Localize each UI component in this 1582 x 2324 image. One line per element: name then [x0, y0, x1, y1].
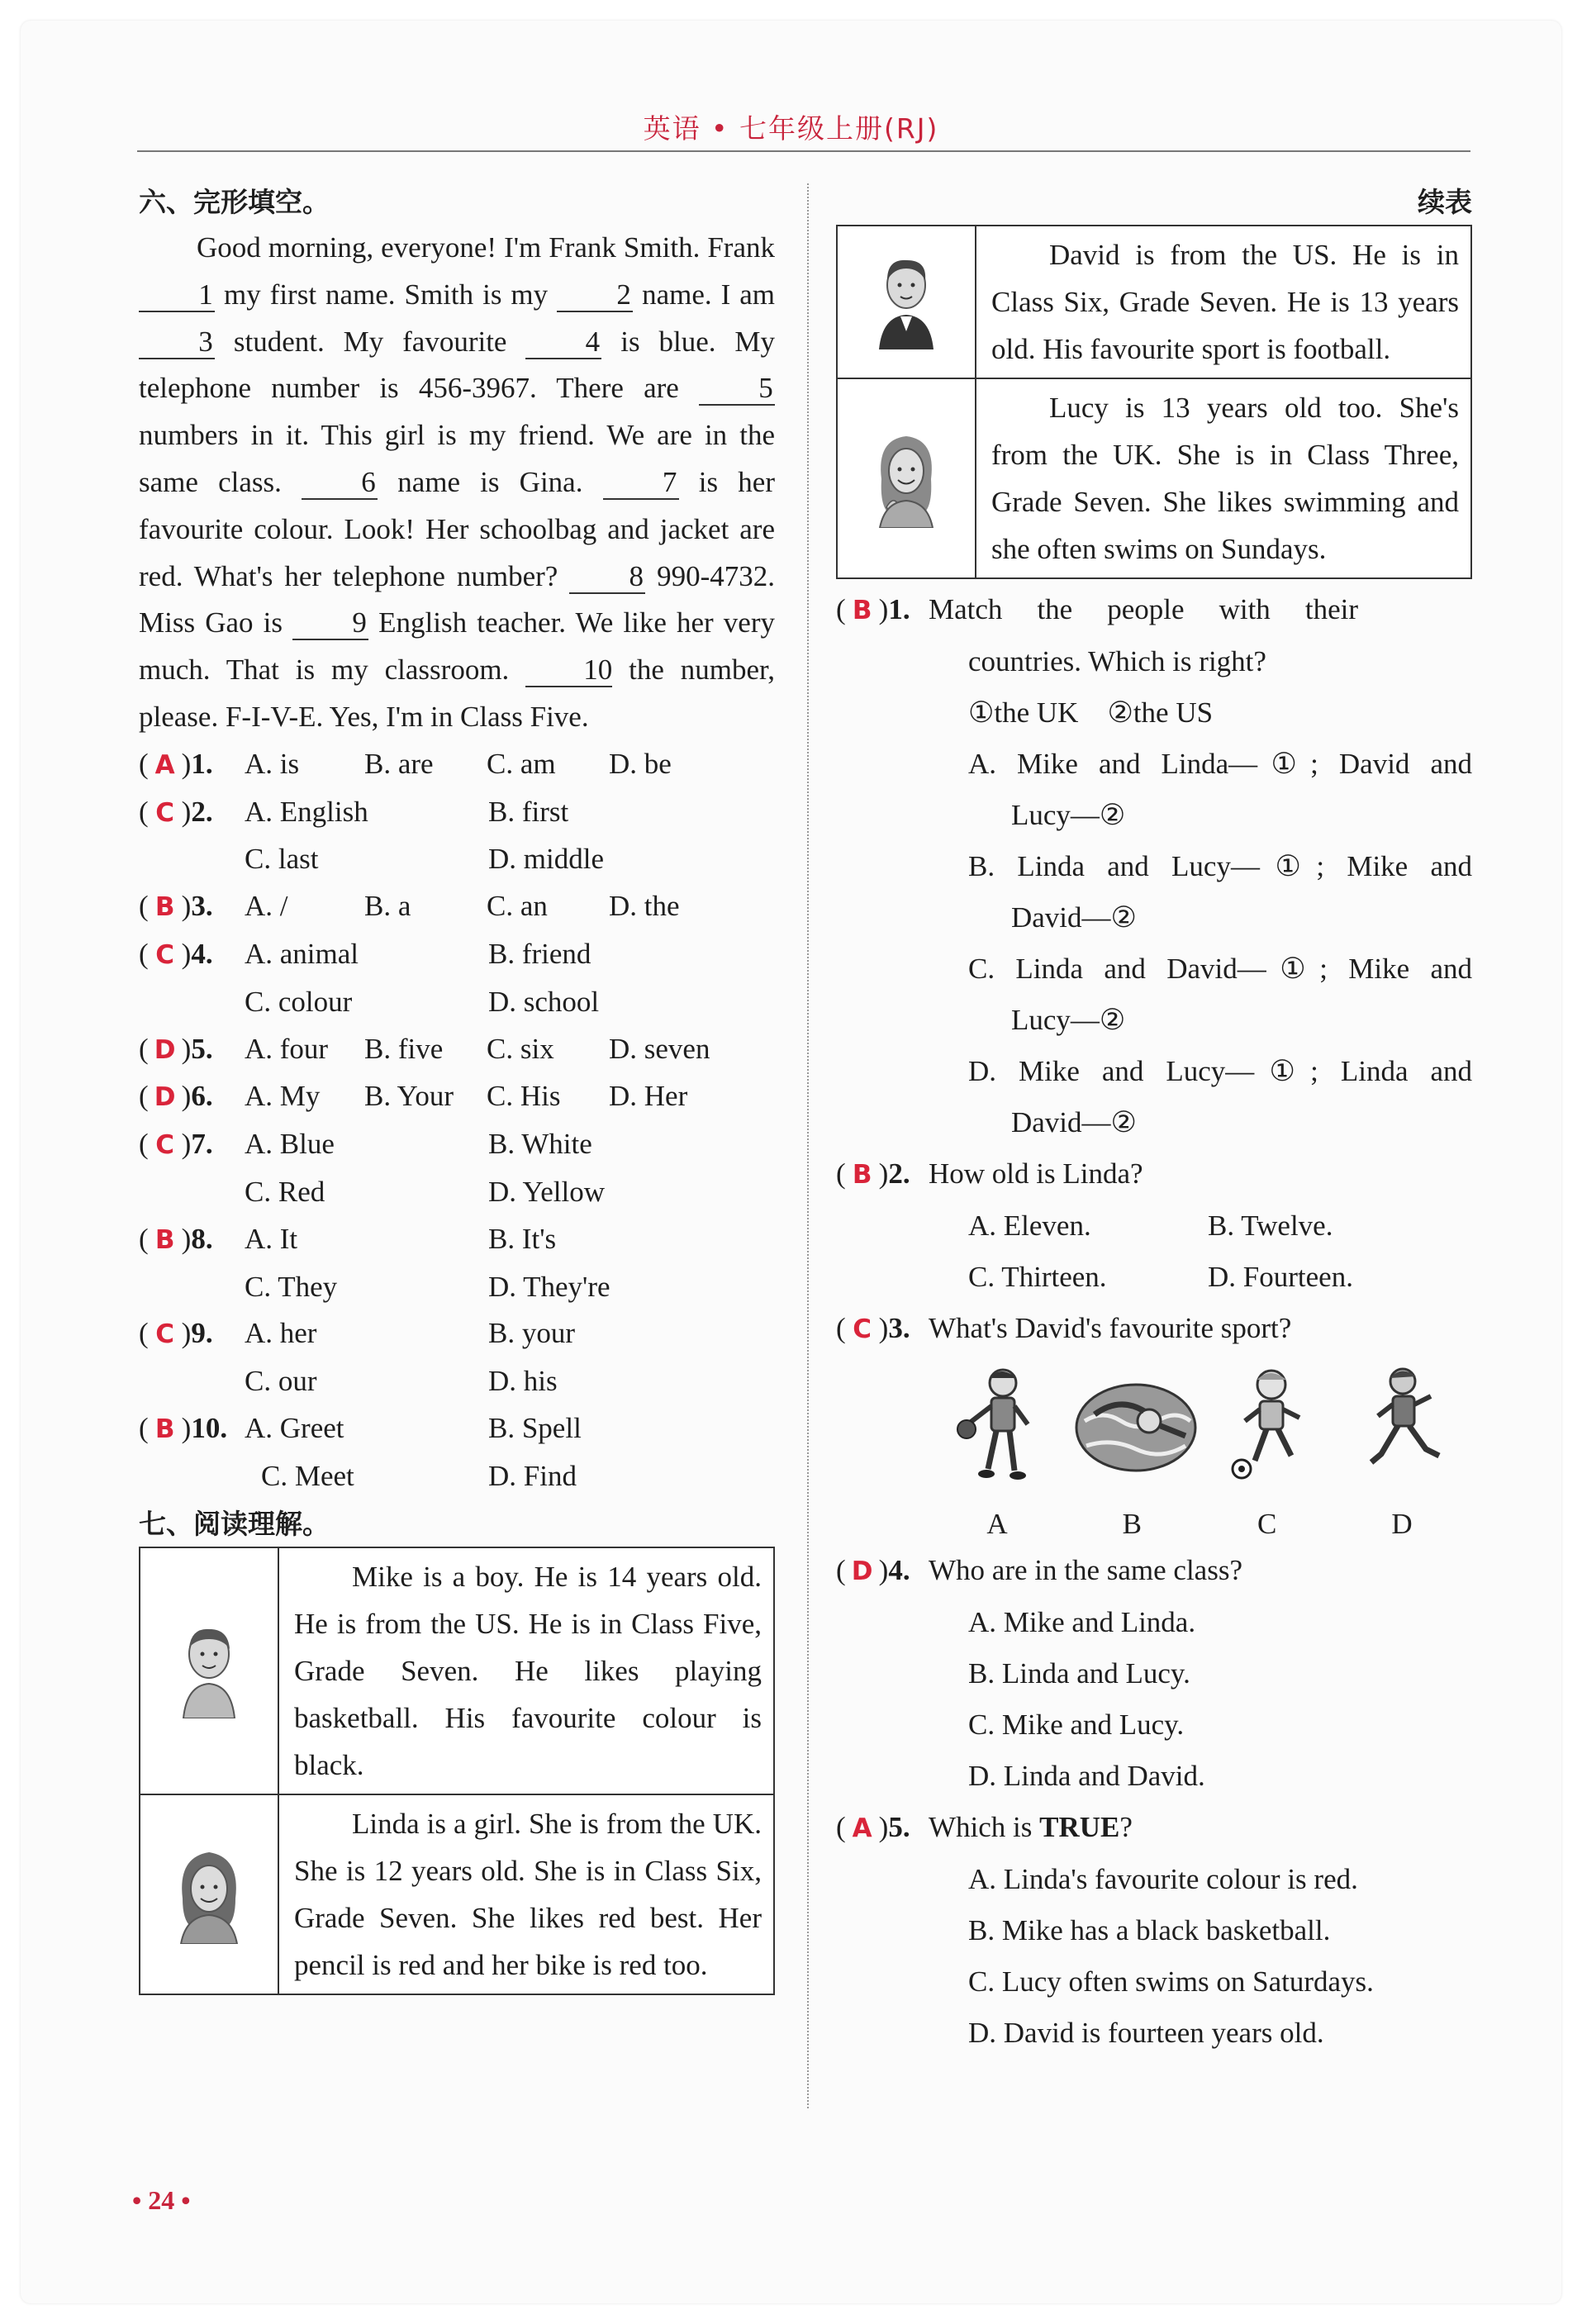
- question-number: 9.: [191, 1317, 213, 1350]
- mike-text: Mike is a boy. He is 14 years old. He is from the US. He is in Class Five, Grade Seven. He likes playing basketball. His favourite colour is black.: [294, 1560, 762, 1781]
- passage-segment: numbers in it. This girl is my friend. We are in the same class.: [139, 419, 775, 498]
- option: D. middle: [488, 843, 604, 876]
- cloze-blank: 1: [139, 279, 215, 312]
- cloze-blank: 8: [569, 561, 645, 594]
- answer-paren: ( D )6.: [139, 1073, 245, 1121]
- answer-letter: D: [154, 1082, 176, 1113]
- column-divider: [807, 183, 809, 2108]
- q2-options: [836, 1200, 1472, 1303]
- option-grid: [245, 789, 736, 837]
- q1-answer: B: [852, 596, 872, 625]
- cloze-blank: 2: [557, 279, 633, 312]
- girl-smiling-portrait-icon: [865, 425, 948, 528]
- option: C. our: [245, 1365, 317, 1398]
- profile-table-right: [836, 225, 1472, 579]
- linda-photo: [140, 1794, 278, 1994]
- q1-option-line2: Lucy—②: [1011, 1004, 1126, 1036]
- q4-option-b: B. Linda and Lucy.: [968, 1657, 1190, 1690]
- question-number: 2.: [191, 795, 213, 828]
- reading-q2: [836, 1148, 1472, 1200]
- q3-pic-c: [1205, 1363, 1329, 1545]
- q5-stem: [929, 1802, 1133, 1854]
- answer-paren: ( C )4.: [139, 931, 245, 979]
- reading-q1: [836, 584, 1472, 636]
- question-number: 7.: [191, 1128, 213, 1161]
- q5-answer: A: [852, 1813, 872, 1843]
- q1-stem-line2: countries. Which is right?: [968, 645, 1266, 677]
- q1-option-line2: David—②: [1011, 1106, 1137, 1138]
- q1-key: ①the UK ②the US: [968, 696, 1214, 729]
- option-grid: [245, 1405, 736, 1453]
- spacer: [139, 1264, 245, 1311]
- option: D. seven: [609, 1032, 710, 1065]
- profile-row-lucy: [837, 378, 1471, 578]
- cloze-question: [139, 1310, 775, 1358]
- q1-stem-line1: Match the people with their: [929, 593, 1358, 625]
- option: C. last: [245, 843, 319, 876]
- q3-answer: C: [853, 1314, 872, 1344]
- q1-options: [836, 739, 1472, 1148]
- question-number: 3.: [191, 890, 213, 923]
- answer-letter: C: [155, 1319, 175, 1350]
- q3-stem: What's David's favourite sport?: [929, 1312, 1292, 1344]
- option: C. am: [487, 747, 556, 780]
- continued-label: 续表: [1418, 186, 1472, 218]
- answer-paren: ( C )9.: [139, 1310, 245, 1358]
- option-grid: [245, 836, 736, 883]
- runner-icon: [1356, 1363, 1447, 1487]
- lucy-text: Lucy is 13 years old too. She's from the UK. She is in Class Three, Grade Seven. She likes swimming and she often swims on Sundays.: [991, 392, 1459, 565]
- answer-letter: B: [154, 892, 175, 923]
- david-photo: [837, 226, 976, 378]
- passage-segment: English teacher. We like her very much. That is my classroom.: [139, 606, 775, 687]
- q2-stem: How old is Linda?: [929, 1157, 1143, 1190]
- option: C. an: [487, 890, 548, 923]
- option: D. Her: [609, 1080, 688, 1113]
- cloze-question: [139, 1026, 775, 1074]
- q1-number: 1.: [888, 593, 910, 625]
- lucy-text-cell: [976, 378, 1471, 578]
- boy-suit-portrait-icon: [869, 250, 943, 349]
- option-row: [245, 1026, 733, 1074]
- option: B. a: [364, 890, 411, 923]
- option: D. They're: [488, 1270, 610, 1303]
- question-number: 10.: [191, 1411, 228, 1444]
- spacer: [139, 1453, 261, 1500]
- q3-label-a: A: [986, 1508, 1008, 1540]
- q5-stem-bold: TRUE: [1039, 1811, 1120, 1843]
- option: A. /: [245, 890, 288, 923]
- q4-number: 4.: [888, 1554, 910, 1586]
- q5-option-c: C. Lucy often swims on Saturdays.: [968, 1965, 1374, 1998]
- cloze-question: [139, 1405, 775, 1453]
- question-number: 1.: [191, 747, 213, 780]
- option: A. animal: [245, 937, 359, 970]
- q5-stem-pre: Which is: [929, 1811, 1040, 1843]
- option-grid: [245, 1216, 736, 1264]
- cloze-blank: 10: [525, 654, 612, 687]
- q2-answer: B: [852, 1160, 872, 1190]
- option: B. White: [488, 1128, 592, 1161]
- passage-segment: the number, please. F-I-V-E. Yes, I'm in Class Five.: [139, 653, 776, 733]
- q4-option-a: A. Mike and Linda.: [968, 1606, 1196, 1638]
- option: C. colour: [245, 985, 353, 1018]
- cloze-blank: 9: [292, 607, 368, 640]
- basketball-player-icon: [952, 1363, 1043, 1487]
- header-rule: [137, 150, 1470, 152]
- option: D. school: [488, 985, 600, 1018]
- spacer: [139, 1358, 245, 1405]
- q4-option-d: D. Linda and David.: [968, 1760, 1205, 1792]
- passage-segment: is her favourite colour. Look! Her schoolbag and jacket are red. What's her telephone number?: [139, 465, 775, 592]
- passage-segment: Good morning, everyone! I'm Frank Smith. Frank: [197, 231, 775, 264]
- q5-option-d: D. David is fourteen years old.: [968, 2017, 1324, 2049]
- profile-table-left: [139, 1547, 775, 1995]
- spacer: [139, 1169, 245, 1216]
- passage-segment: is blue. My telephone number is 456-3967. There are: [139, 325, 775, 405]
- passage-segment: 990-4732. Miss Gao is: [139, 559, 776, 639]
- q5-option-a: A. Linda's favourite colour is red.: [968, 1863, 1358, 1895]
- option: A. four: [245, 1032, 329, 1065]
- option: B. your: [488, 1317, 575, 1350]
- q3-label-b: B: [1122, 1508, 1142, 1540]
- question-number: 8.: [191, 1222, 213, 1255]
- q1-option-line1: B. Linda and Lucy—①; Mike and: [968, 850, 1472, 882]
- q5-option-b: B. Mike has a black basketball.: [968, 1914, 1331, 1946]
- answer-letter: A: [154, 749, 175, 780]
- option: D. Yellow: [488, 1175, 606, 1208]
- passage-segment: student. My favourite: [215, 325, 526, 358]
- q4-stem: Who are in the same class?: [929, 1554, 1242, 1586]
- q3-pictures: [836, 1363, 1464, 1545]
- cloze-question: [139, 1121, 775, 1169]
- option: A. English: [245, 795, 368, 828]
- option: C. Meet: [261, 1459, 354, 1492]
- q5-stem-post: ?: [1119, 1811, 1133, 1843]
- option: B. Your: [364, 1080, 454, 1113]
- answer-letter: B: [154, 1224, 175, 1255]
- linda-text-cell: [278, 1794, 774, 1994]
- option: C. Red: [245, 1175, 325, 1208]
- football-player-icon: [1222, 1363, 1313, 1487]
- swimmer-icon: [1070, 1363, 1202, 1487]
- cloze-question: [139, 931, 775, 979]
- q1-answer-paren: ( B )1.: [836, 584, 929, 636]
- boy-portrait-icon: [172, 1619, 246, 1718]
- q5-answer-paren: ( A )5.: [836, 1802, 929, 1854]
- option: A. her: [245, 1317, 317, 1350]
- spacer: [139, 836, 245, 883]
- answer-paren: ( B )10.: [139, 1405, 245, 1453]
- option-grid: [245, 1169, 736, 1216]
- q2-option-d: D. Fourteen.: [1208, 1261, 1353, 1293]
- david-text-cell: [976, 226, 1471, 378]
- q3-answer-paren: ( C )3.: [836, 1303, 929, 1355]
- q4-answer: D: [851, 1556, 873, 1586]
- option: B. are: [364, 747, 434, 780]
- cloze-blank: 5: [699, 373, 775, 406]
- answer-paren: ( B )3.: [139, 883, 245, 931]
- profile-row-mike: [140, 1547, 774, 1794]
- option-grid: [245, 1310, 736, 1358]
- option: A. It: [245, 1222, 298, 1255]
- cloze-passage-text: [139, 225, 775, 741]
- david-text: David is from the US. He is in Class Six, Grade Seven. He is 13 years old. His favourite sport is football.: [991, 239, 1459, 365]
- lucy-photo: [837, 378, 976, 578]
- cloze-blank: 4: [525, 326, 601, 359]
- option-grid: [245, 1264, 736, 1311]
- option: C. His: [487, 1080, 561, 1113]
- profile-row-linda: [140, 1794, 774, 1994]
- option: C. They: [245, 1270, 338, 1303]
- option: A. Greet: [245, 1411, 344, 1444]
- q2-option-c: C. Thirteen.: [968, 1261, 1107, 1293]
- cloze-questions: [139, 741, 775, 1500]
- option-grid: [245, 1358, 736, 1405]
- q4-answer-paren: ( D )4.: [836, 1545, 929, 1597]
- option-grid: [245, 1121, 736, 1169]
- cloze-question: [139, 741, 775, 789]
- cloze-blank: 7: [603, 467, 679, 500]
- girl-portrait-icon: [168, 1841, 250, 1944]
- answer-letter: C: [155, 1130, 175, 1161]
- page-number: • 24 •: [132, 2185, 191, 2215]
- left-column: [139, 180, 775, 1995]
- mike-photo: [140, 1547, 278, 1794]
- option: A. My: [245, 1080, 321, 1113]
- option: B. friend: [488, 937, 591, 970]
- passage-segment: name is Gina.: [378, 465, 603, 498]
- option: B. Spell: [488, 1411, 582, 1444]
- option: D. the: [609, 890, 680, 923]
- cloze-question: [139, 883, 775, 931]
- option-row: [245, 741, 733, 789]
- q3-label-d: D: [1391, 1508, 1413, 1540]
- option: A. Blue: [245, 1128, 335, 1161]
- option: D. be: [609, 747, 672, 780]
- option: A. is: [245, 747, 300, 780]
- option: D. Find: [488, 1459, 577, 1492]
- q2-option-b: B. Twelve.: [1208, 1210, 1333, 1242]
- option: D. his: [488, 1365, 558, 1398]
- answer-paren: ( D )5.: [139, 1026, 245, 1074]
- cloze-blank: 3: [139, 326, 215, 359]
- option: C. six: [487, 1032, 554, 1065]
- cloze-question-cont: [139, 979, 775, 1026]
- answer-paren: ( B )8.: [139, 1216, 245, 1264]
- question-number: 4.: [191, 937, 213, 970]
- answer-letter: C: [155, 797, 175, 828]
- spacer: [139, 979, 245, 1026]
- section6-title: 六、完形填空。: [139, 186, 330, 218]
- cloze-blank: 6: [302, 467, 378, 500]
- cloze-question-cont: [139, 1169, 775, 1216]
- q1-option-line1: D. Mike and Lucy—①; Linda and: [968, 1055, 1472, 1087]
- answer-letter: D: [154, 1034, 176, 1065]
- q5-number: 5.: [888, 1811, 910, 1843]
- option-grid: [245, 979, 736, 1026]
- cloze-question: [139, 789, 775, 837]
- reading-q3: [836, 1303, 1472, 1355]
- q1-option-line1: C. Linda and David—①; Mike and: [968, 953, 1472, 985]
- q3-pic-d: [1340, 1363, 1464, 1545]
- option-grid: [245, 931, 736, 979]
- q2-number: 2.: [888, 1157, 910, 1190]
- reading-questions: [836, 584, 1472, 2059]
- q1-option-line2: David—②: [1011, 901, 1137, 934]
- answer-paren: ( C )7.: [139, 1121, 245, 1169]
- linda-text: Linda is a girl. She is from the UK. She is 12 years old. She is in Class Six, Grade Seven. She likes red best. Her pencil is red and her bike is red too.: [294, 1807, 762, 1981]
- q3-number: 3.: [888, 1312, 910, 1344]
- passage-segment: my first name. Smith is my: [215, 278, 558, 311]
- q3-pic-b: [1070, 1363, 1194, 1545]
- q3-label-c: C: [1257, 1508, 1277, 1540]
- option-row: [245, 883, 733, 931]
- answer-paren: ( A )1.: [139, 741, 245, 789]
- q3-pic-a: [935, 1363, 1059, 1545]
- option: B. It's: [488, 1222, 557, 1255]
- cloze-question-cont: [139, 1358, 775, 1405]
- question-number: 6.: [191, 1080, 213, 1113]
- right-column: [836, 180, 1472, 2059]
- q1-option-line1: A. Mike and Linda—①; David and: [968, 748, 1472, 780]
- page-header: 英语 • 七年级上册(RJ): [643, 112, 939, 145]
- option-row: [245, 1073, 733, 1121]
- cloze-question-cont: [139, 1453, 775, 1500]
- answer-letter: B: [154, 1414, 175, 1444]
- question-number: 5.: [191, 1032, 213, 1065]
- cloze-passage: [139, 225, 775, 741]
- q4-option-c: C. Mike and Lucy.: [968, 1709, 1185, 1741]
- answer-letter: C: [155, 939, 175, 970]
- reading-q4: [836, 1545, 1472, 1597]
- mike-text-cell: [278, 1547, 774, 1794]
- option: B. first: [488, 795, 569, 828]
- cloze-question: [139, 1073, 775, 1121]
- cloze-question-cont: [139, 836, 775, 883]
- q1-option-line2: Lucy—②: [1011, 799, 1126, 831]
- option-grid: [261, 1453, 736, 1500]
- q2-answer-paren: ( B )2.: [836, 1148, 929, 1200]
- passage-segment: name. I am: [633, 278, 775, 311]
- section7-title: 七、阅读理解。: [139, 1507, 330, 1540]
- profile-row-david: [837, 226, 1471, 378]
- cloze-question-cont: [139, 1264, 775, 1311]
- option: B. five: [364, 1032, 444, 1065]
- answer-paren: ( C )2.: [139, 789, 245, 837]
- q2-option-a: A. Eleven.: [968, 1210, 1091, 1242]
- reading-q5: [836, 1802, 1472, 1854]
- cloze-question: [139, 1216, 775, 1264]
